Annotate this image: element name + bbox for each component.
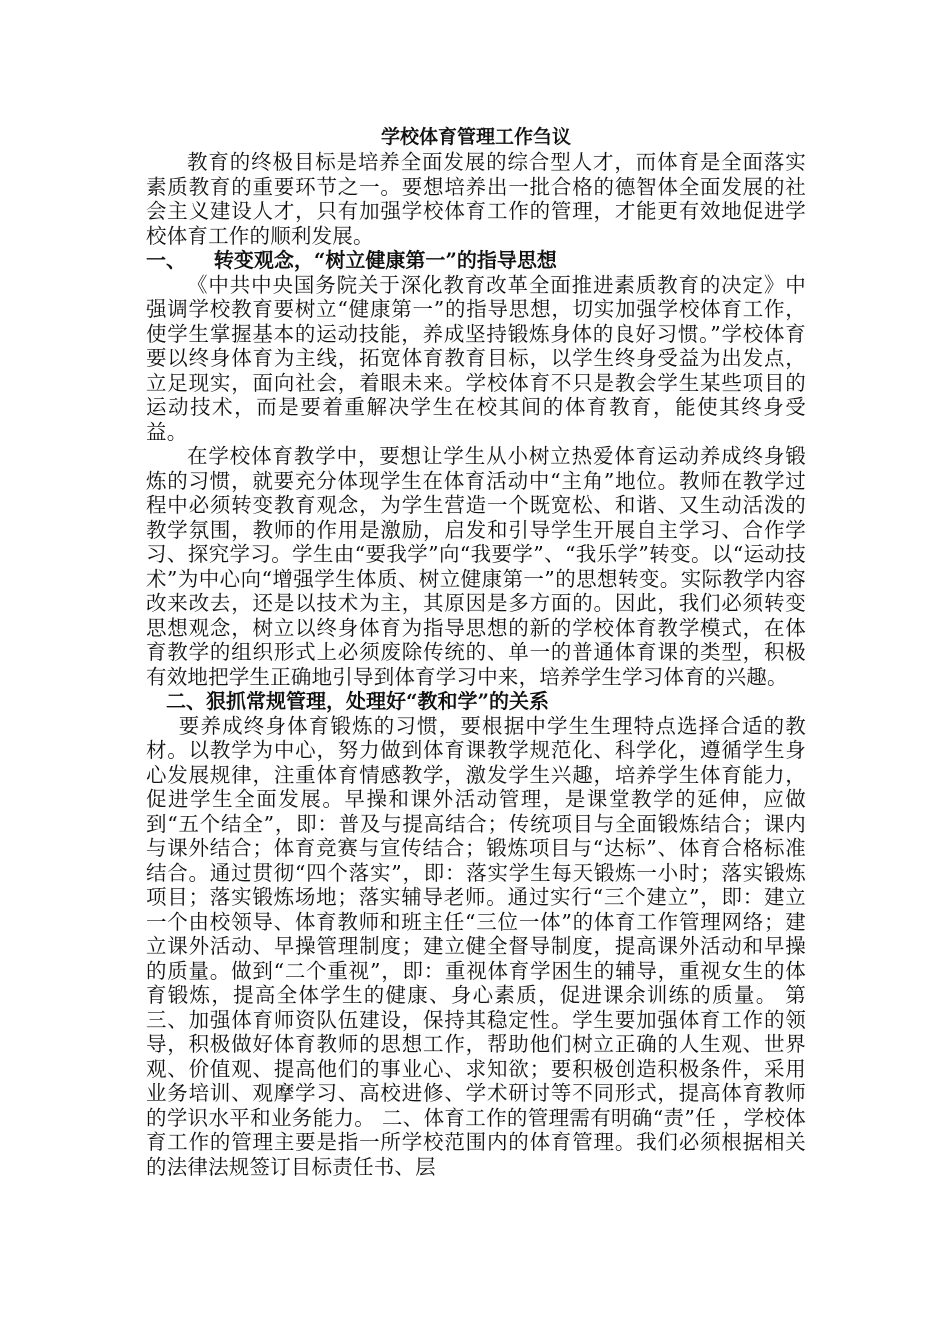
intro-paragraph: 教育的终极目标是培养全面发展的综合型人才，而体育是全面落实素质教育的重要环节之一。要想培养出一批合格的德智体全面发展的社会主义建设人才，只有加强学校体育工作的管理，才能更有效地促进学校体育工作的顺利发展。 xyxy=(146,150,806,248)
section-1-paragraph-1: 《中共中央国务院关于深化教育改革全面推进素质教育的决定》中强调学校教育要树立“健康第一”的指导思想，切实加强学校体育工作，使学生掌握基本的运动技能，养成坚持锻炼身体的良好习惯。”学校体育要以终身体育为主线，拓宽体育教育目标，以学生终身受益为出发点，立足现实，面向社会，着眼未来。学校体育不只是教会学生某些项目的运动技术，而是要着重解决学生在校其间的体育教育，能使其终身受益。 xyxy=(146,272,806,444)
document-title: 学校体育管理工作刍议 xyxy=(380,126,571,148)
section-1-paragraph-2: 在学校体育教学中，要想让学生从小树立热爱体育运动养成终身锻炼的习惯，就要充分体现学生在体育活动中“主角”地位。教师在教学过程中必须转变教育观念，为学生营造一个既宽松、和谐、又生动活泼的教学氛围，教师的作用是激励，启发和引导学生开展自主学习、合作学习、探究学习。学生由“要我学”向“我要学”、“我乐学”转变。以“运动技术”为中心向“增强学生体质、树立健康第一”的思想转变。实际教学内容改来改去，还是以技术为主，其原因是多方面的。因此，我们必须转变思想观念，树立以终身体育为指导思想的新的学校体育教学模式，在体育教学的组织形式上必须废除传统的、单一的普通体育课的类型，积极有效地把学生正确地引导到体育学习中来，培养学生学习体育的兴趣。 xyxy=(146,444,806,689)
section-2-heading: 二、狠抓常规管理，处理好“教和学”的关系 xyxy=(166,689,550,713)
section-2-paragraph: 要养成终身体育锻炼的习惯，要根据中学生生理特点选择合适的教材。以教学为中心，努力做到体育课教学规范化、科学化，遵循学生身心发展规律，注重体育情感教学，激发学生兴趣，培养学生体育能力，促进学生全面发展。早操和课外活动管理，是课堂教学的延伸，应做到“五个结全”，即：普及与提高结合；传统项目与全面锻炼结合；课内与课外结合；体育竞赛与宣传结合；锻炼项目与“达标”、体育合格标准结合。通过贯彻“四个落实”，即：落实学生每天锻炼一小时；落实锻炼项目；落实锻炼场地；落实辅导老师。通过实行“三个建立”，即：建立一个由校领导、体育教师和班主任“三位一体”的体育工作管理网络；建立课外活动、早操管理制度；建立健全督导制度，提高课外活动和早操的质量。做到“二个重视”，即：重视体育学困生的辅导，重视女生的体育锻炼，提高全体学生的健康、身心素质，促进课余训练的质量。 第三、加强体育师资队伍建设，保持其稳定性。学生要加强体育工作的领导，积极做好体育教师的思想工作，帮助他们树立正确的人生观、世界观、价值观、提高他们的事业心、求知欲；要积极创造积极条件，采用业务培训、观摩学习、高校进修、学术研讨等不同形式，提高体育教师的学识水平和业务能力。 二、体育工作的管理需有明确“责”任 ，学校体育工作的管理主要是指一所学校范围内的体育管理。我们必须根据相关的法律法规签订目标责任书、层 xyxy=(146,713,806,1179)
section-1-heading: 一、 转变观念，“树立健康第一”的指导思想 xyxy=(146,248,557,272)
document-page xyxy=(146,124,806,1179)
